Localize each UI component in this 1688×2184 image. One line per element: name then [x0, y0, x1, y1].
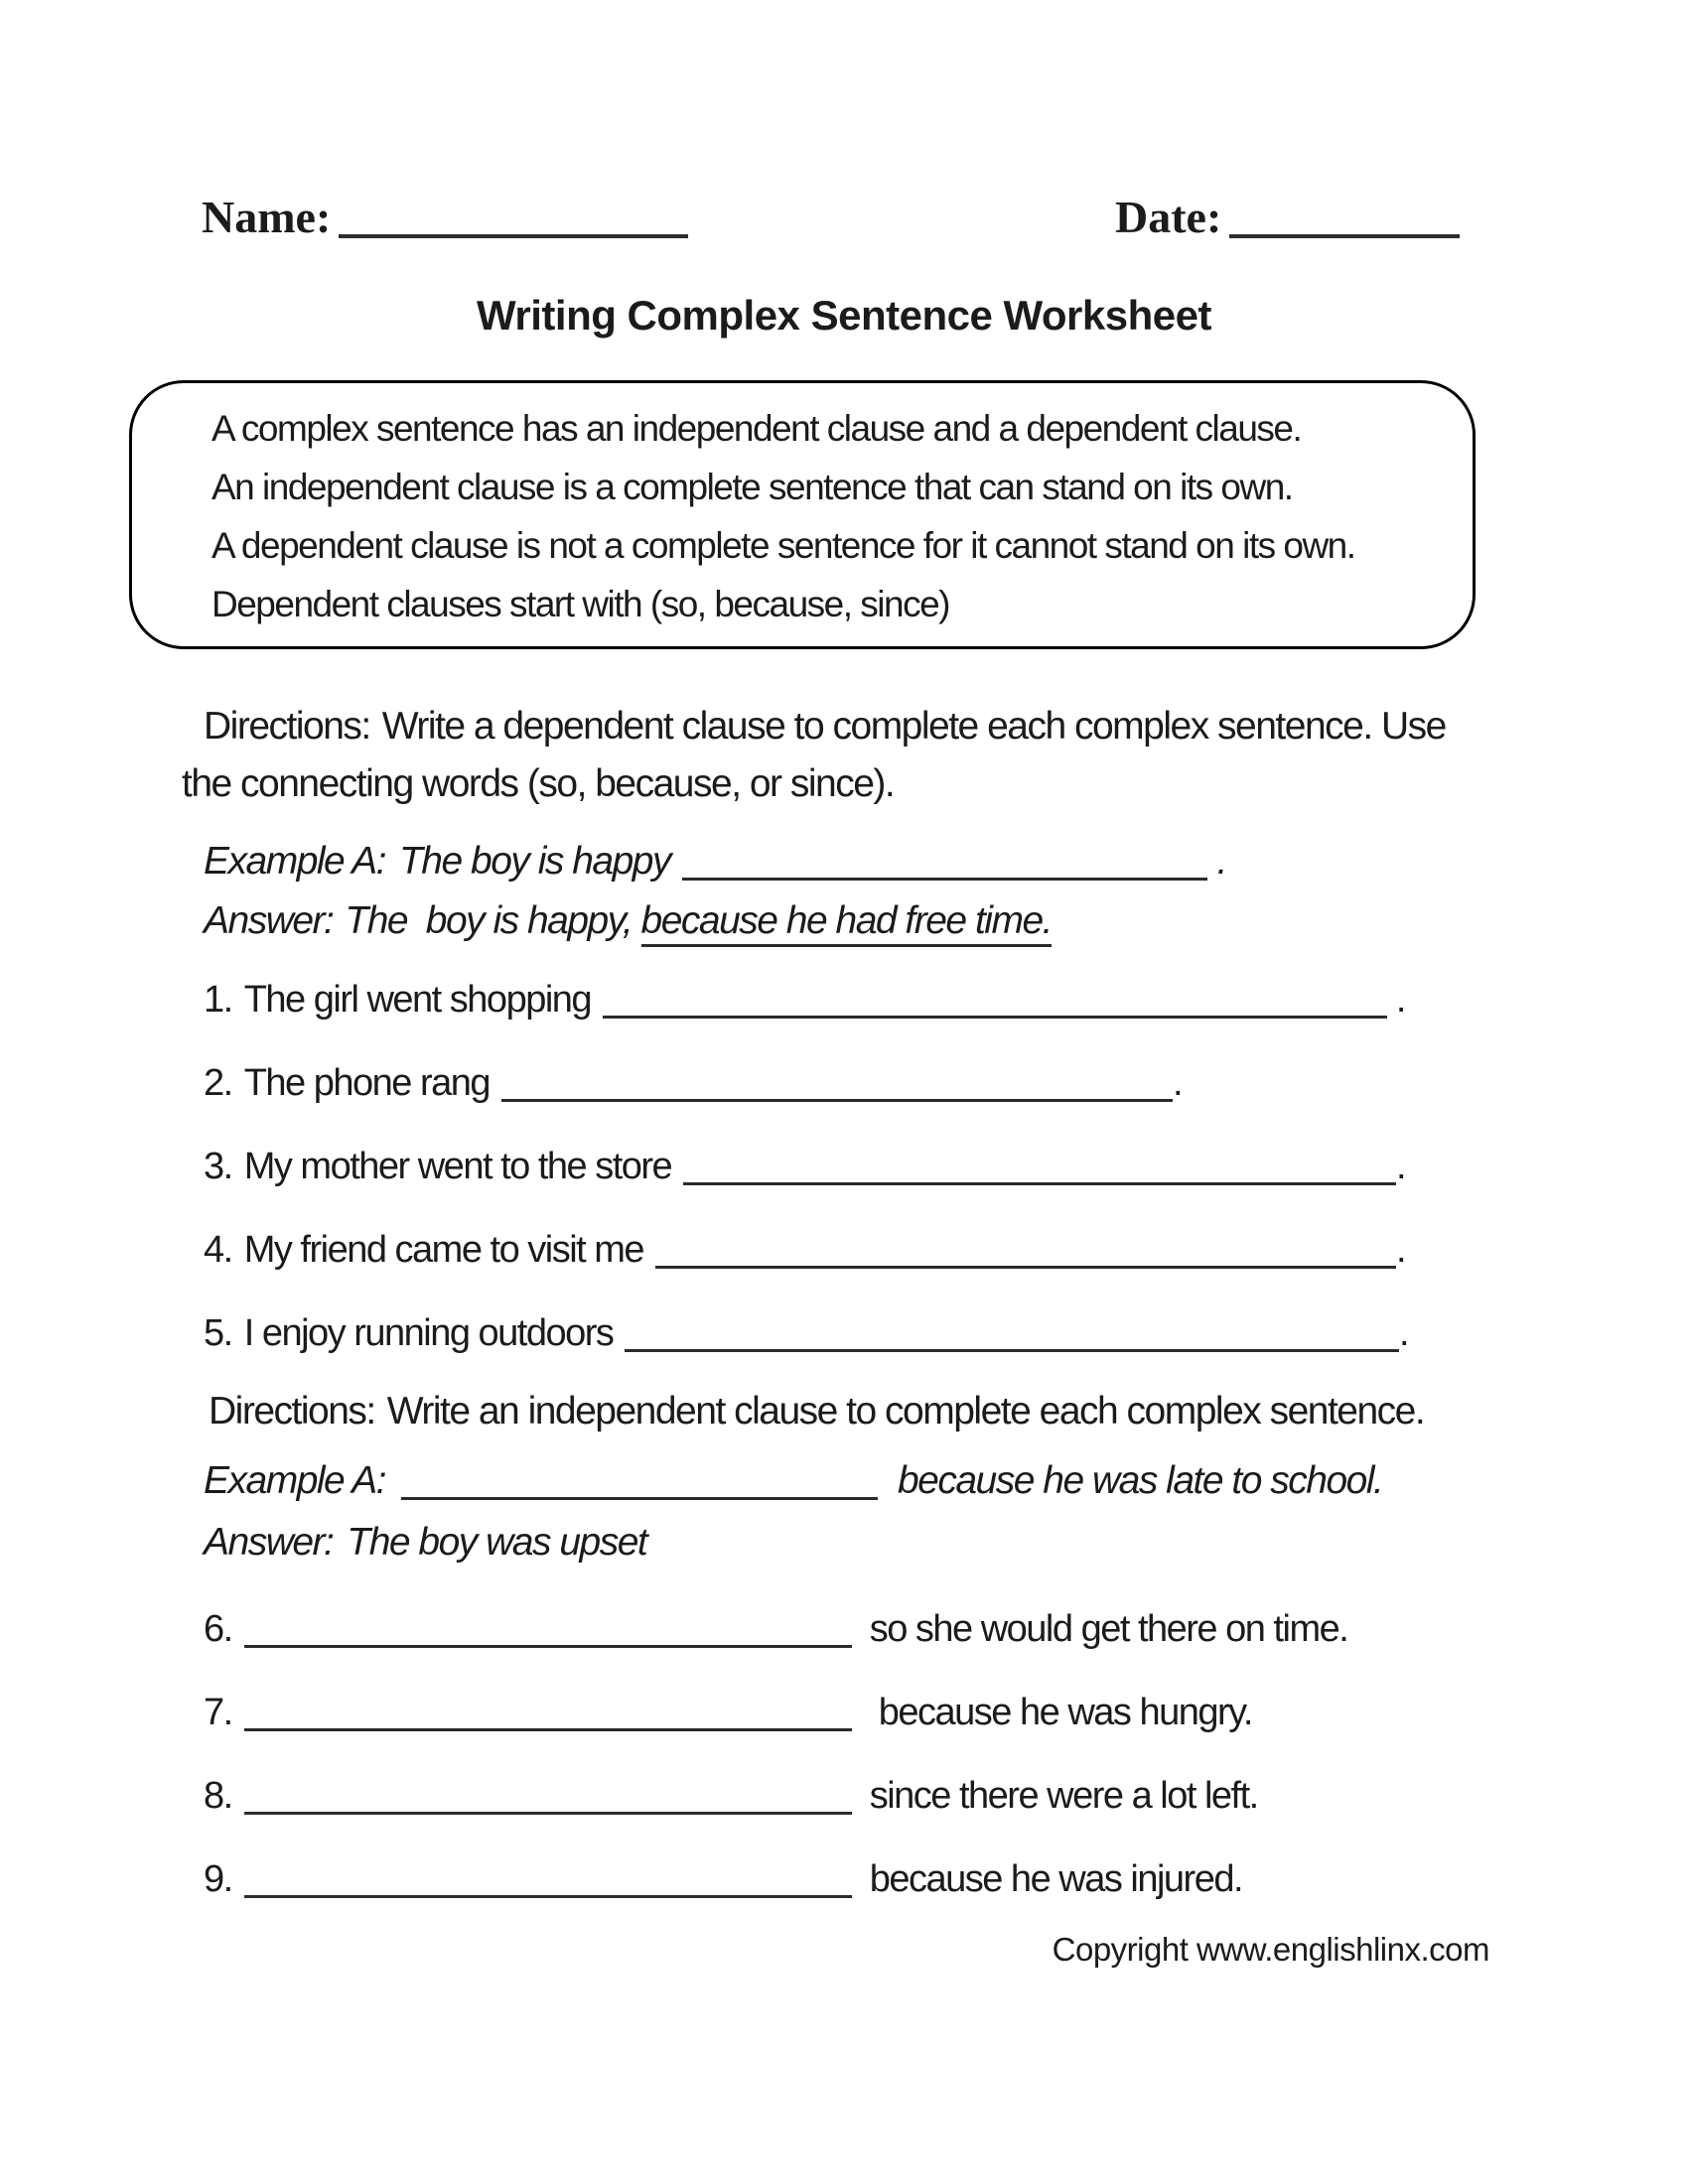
section2-directions	[209, 1390, 1424, 1433]
definition-line: Dependent clauses start with (so, because, since)	[211, 584, 949, 624]
directions-text: Write an independent clause to complete each complex sentence.	[386, 1390, 1425, 1433]
example-blank-line	[401, 1497, 878, 1500]
directions-label: Directions:	[209, 1390, 375, 1433]
item-blank-line	[244, 1812, 852, 1815]
item-text: I enjoy running outdoors	[243, 1312, 614, 1354]
section1-example-row	[204, 840, 1226, 884]
name-row	[202, 191, 688, 243]
item-blank-line	[655, 1266, 1396, 1269]
example-sentence: The boy is happy	[398, 840, 670, 883]
item-blank-line	[244, 1895, 852, 1898]
answer-sentence: The boy was upset	[347, 1521, 647, 1564]
item-row	[204, 1858, 1242, 1901]
item-number: 8.	[204, 1775, 232, 1817]
item-number: 7.	[204, 1692, 232, 1733]
item-row	[204, 1312, 1408, 1355]
definition-line: A dependent clause is not a complete sentence for it cannot stand on its own.	[211, 525, 1355, 566]
date-label: Date:	[1115, 192, 1222, 242]
item-text: My friend came to visit me	[243, 1229, 644, 1271]
item-number: 2.	[204, 1062, 232, 1104]
directions-text: the connecting words (so, because, or since).	[182, 762, 895, 805]
definition-box	[129, 380, 1476, 649]
section1-directions	[204, 705, 1446, 749]
item-row	[204, 1062, 1182, 1105]
item-row	[204, 1608, 1347, 1651]
item-blank-line	[625, 1349, 1399, 1352]
item-number: 6.	[204, 1608, 232, 1650]
directions-text: Write a dependent clause to complete each complex sentence. Use	[381, 705, 1446, 748]
item-tail: because he was injured.	[869, 1858, 1243, 1900]
section2-answer-row	[204, 1521, 646, 1565]
item-row	[204, 1692, 1252, 1734]
definition-line: An independent clause is a complete sentence that can stand on its own.	[211, 467, 1293, 507]
date-blank-line	[1229, 234, 1460, 238]
item-number: 1.	[204, 979, 232, 1021]
item-period: .	[1395, 1146, 1405, 1187]
date-row	[1115, 191, 1460, 243]
example-label: Example A:	[204, 1459, 385, 1502]
item-tail: because he was hungry.	[869, 1692, 1252, 1733]
item-tail: since there were a lot left.	[869, 1775, 1258, 1817]
copyright-text: Copyright www.englishlinx.com	[1052, 1931, 1489, 1968]
item-blank-line	[244, 1645, 852, 1648]
directions-label: Directions:	[204, 705, 370, 748]
item-tail: so she would get there on time.	[869, 1608, 1348, 1650]
example-period: .	[1207, 840, 1226, 883]
item-number: 4.	[204, 1229, 232, 1271]
example-label: Example A:	[204, 840, 385, 883]
example-blank-line	[682, 878, 1207, 881]
item-period: .	[1386, 979, 1405, 1021]
item-blank-line	[683, 1182, 1396, 1185]
item-row	[204, 1775, 1258, 1818]
item-number: 5.	[204, 1312, 232, 1354]
answer-underlined-clause: because he had free time.	[641, 899, 1052, 947]
item-period: .	[1398, 1312, 1408, 1354]
item-text: My mother went to the store	[243, 1146, 672, 1187]
item-text: The girl went shopping	[243, 979, 592, 1021]
item-row	[204, 1146, 1405, 1188]
item-blank-line	[603, 1016, 1387, 1019]
section1-answer-row	[204, 899, 1052, 947]
section2-example-row	[204, 1459, 1382, 1503]
item-text: The phone rang	[243, 1062, 491, 1104]
answer-label: Answer:	[204, 899, 334, 942]
item-blank-line	[244, 1728, 852, 1731]
item-number: 9.	[204, 1858, 232, 1900]
item-row	[204, 979, 1405, 1022]
item-period: .	[1395, 1229, 1405, 1271]
answer-sentence: The boy is happy,	[345, 899, 641, 942]
example-tail: because he was late to school.	[897, 1459, 1383, 1502]
name-label: Name:	[202, 192, 332, 242]
definition-line: A complex sentence has an independent clause and a dependent clause.	[211, 408, 1302, 449]
item-blank-line	[501, 1099, 1173, 1102]
page-title: Writing Complex Sentence Worksheet	[477, 292, 1211, 339]
item-period: .	[1172, 1062, 1182, 1104]
name-blank-line	[339, 234, 688, 238]
item-number: 3.	[204, 1146, 232, 1187]
answer-label: Answer:	[204, 1521, 334, 1564]
item-row	[204, 1229, 1405, 1272]
